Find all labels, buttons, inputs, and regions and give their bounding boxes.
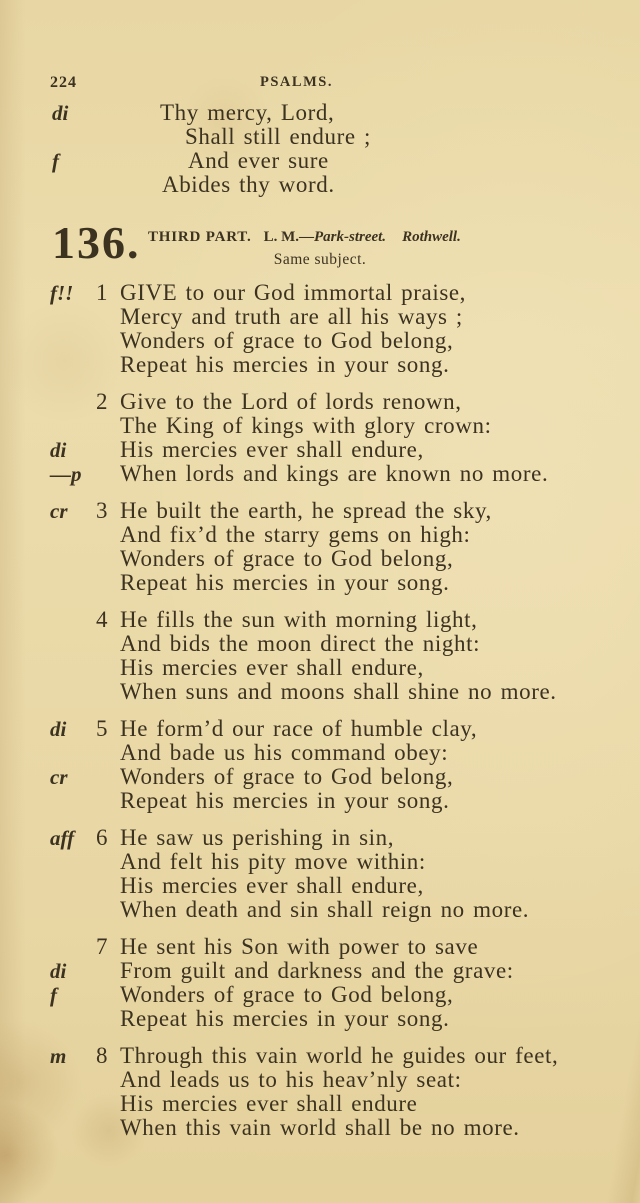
verse-line-text: When suns and moons shall shine no more. bbox=[120, 679, 557, 704]
verse-line bbox=[0, 1092, 640, 1116]
verse-number bbox=[96, 983, 120, 1007]
verse-line bbox=[0, 959, 640, 983]
verse-line-text: Mercy and truth are all his ways ; bbox=[120, 304, 463, 329]
dynamic-mark bbox=[50, 632, 96, 656]
verse-number bbox=[96, 789, 120, 813]
verse-line-text: And bids the moon direct the night: bbox=[120, 631, 481, 656]
verse-line-text: His mercies ever shall endure, bbox=[120, 873, 424, 898]
dynamic-mark bbox=[50, 850, 96, 874]
verse-number bbox=[96, 959, 120, 983]
verse-line bbox=[0, 717, 640, 741]
dynamic-mark bbox=[50, 656, 96, 680]
dynamic-mark bbox=[50, 571, 96, 595]
verse-line-text: Repeat his mercies in your song. bbox=[120, 788, 450, 813]
dynamic-mark bbox=[50, 898, 96, 922]
verse-line bbox=[0, 1116, 640, 1140]
dynamic-mark: di bbox=[50, 717, 67, 741]
verse-line-text: He sent his Son with power to save bbox=[120, 934, 479, 959]
verse-number bbox=[96, 632, 120, 656]
verse-line-text: From guilt and darkness and the grave: bbox=[120, 958, 514, 983]
verse-line-text: His mercies ever shall endure bbox=[120, 1091, 418, 1116]
dynamic-mark bbox=[50, 547, 96, 571]
dynamic-mark: di bbox=[52, 101, 69, 125]
verse-number bbox=[96, 414, 120, 438]
verse-line-text: He fills the sun with morning light, bbox=[120, 607, 478, 632]
verse bbox=[0, 717, 640, 813]
verse-number bbox=[96, 353, 120, 377]
dynamic-mark: aff bbox=[50, 826, 75, 850]
stanza-line-text: And ever sure bbox=[188, 148, 329, 173]
verse-number bbox=[96, 765, 120, 789]
verse-line bbox=[0, 935, 640, 959]
verse-line bbox=[0, 983, 640, 1007]
verse-line-text: And felt his pity move within: bbox=[120, 849, 426, 874]
verse-line-text: His mercies ever shall endure, bbox=[120, 437, 424, 462]
verse-number bbox=[96, 1068, 120, 1092]
verse-number bbox=[96, 850, 120, 874]
verse bbox=[0, 1044, 640, 1140]
verse bbox=[0, 499, 640, 595]
verse-number bbox=[96, 1092, 120, 1116]
verse-line-text: Through this vain world he guides our feet, bbox=[120, 1043, 559, 1068]
verse-line bbox=[0, 680, 640, 704]
verse-line-text: When death and sin shall reign no more. bbox=[120, 897, 530, 922]
dynamic-mark: f bbox=[52, 149, 59, 173]
dynamic-mark: —p bbox=[50, 462, 82, 486]
hymn-heading bbox=[148, 229, 461, 246]
verse-line bbox=[0, 789, 640, 813]
dynamic-mark bbox=[50, 935, 96, 959]
dynamic-mark: f!! bbox=[50, 281, 74, 305]
hymn-subtitle: Same subject. bbox=[273, 251, 367, 268]
verse-line-text: Wonders of grace to God belong, bbox=[120, 982, 454, 1007]
verse-line-text: Give to the Lord of lords renown, bbox=[120, 389, 462, 414]
verse bbox=[0, 826, 640, 922]
verse-number bbox=[96, 571, 120, 595]
verse-line bbox=[0, 741, 640, 765]
verse bbox=[0, 935, 640, 1031]
hymn-composer: Rothwell. bbox=[402, 229, 461, 245]
verse-line-text: And bade us his command obey: bbox=[120, 740, 449, 765]
dynamic-mark: cr bbox=[50, 499, 68, 523]
verse-line bbox=[0, 390, 640, 414]
verse-line-text: And leads us to his heav’nly seat: bbox=[120, 1067, 462, 1092]
dynamic-mark bbox=[50, 789, 96, 813]
verse-number bbox=[96, 547, 120, 571]
verse-number: 2 bbox=[96, 389, 109, 414]
hymn-verses bbox=[0, 281, 640, 1153]
verse-number: 6 bbox=[96, 825, 109, 850]
verse-line bbox=[0, 1007, 640, 1031]
verse-number bbox=[96, 438, 120, 462]
verse-line bbox=[0, 438, 640, 462]
verse-number bbox=[96, 680, 120, 704]
verse-number: 1 bbox=[96, 280, 109, 305]
verse-number: 4 bbox=[96, 607, 109, 632]
dynamic-mark bbox=[50, 305, 96, 329]
dynamic-mark bbox=[50, 1007, 96, 1031]
stanza-line bbox=[0, 101, 640, 125]
dynamic-mark: f bbox=[50, 983, 57, 1007]
previous-hymn-closing-stanza bbox=[0, 101, 640, 197]
verse-line-text: Repeat his mercies in your song. bbox=[120, 1006, 450, 1031]
verse-line bbox=[0, 656, 640, 680]
verse-line-text: When this vain world shall be no more. bbox=[120, 1115, 520, 1140]
stanza-line bbox=[0, 173, 640, 197]
verse-line bbox=[0, 571, 640, 595]
verse-line-text: GIVE to our God immortal praise, bbox=[120, 280, 467, 305]
verse-line bbox=[0, 523, 640, 547]
running-head-row bbox=[0, 74, 640, 92]
stanza-line-text: Abides thy word. bbox=[162, 172, 335, 197]
verse-line bbox=[0, 874, 640, 898]
dynamic-mark bbox=[50, 353, 96, 377]
hymn-part-label: THIRD PART. bbox=[148, 229, 252, 245]
verse-line-text: When lords and kings are known no more. bbox=[120, 461, 549, 486]
verse-number: 5 bbox=[96, 716, 109, 741]
verse-number: 7 bbox=[96, 934, 109, 959]
hymn-tune-name: Park-street. bbox=[313, 229, 387, 245]
verse-number bbox=[96, 305, 120, 329]
verse-number bbox=[96, 656, 120, 680]
verse-line bbox=[0, 547, 640, 571]
dynamic-mark bbox=[50, 1116, 96, 1140]
verse-line bbox=[0, 305, 640, 329]
verse bbox=[0, 608, 640, 704]
dynamic-mark bbox=[50, 390, 96, 414]
verse-number bbox=[96, 462, 120, 486]
verse-line-text: And fix’d the starry gems on high: bbox=[120, 522, 471, 547]
verse-line bbox=[0, 608, 640, 632]
verse-number bbox=[96, 898, 120, 922]
verse-line bbox=[0, 499, 640, 523]
verse-line bbox=[0, 850, 640, 874]
dynamic-mark: m bbox=[50, 1044, 67, 1068]
verse-line bbox=[0, 353, 640, 377]
verse-line bbox=[0, 414, 640, 438]
verse-line-text: Wonders of grace to God belong, bbox=[120, 764, 454, 789]
verse-line bbox=[0, 765, 640, 789]
verse-line bbox=[0, 898, 640, 922]
dynamic-mark bbox=[50, 414, 96, 438]
verse-line bbox=[0, 632, 640, 656]
dynamic-mark: cr bbox=[50, 765, 68, 789]
dynamic-mark bbox=[50, 1068, 96, 1092]
verse-line bbox=[0, 462, 640, 486]
dynamic-mark bbox=[50, 1092, 96, 1116]
verse-line-text: He form’d our race of humble clay, bbox=[120, 716, 478, 741]
stanza-line bbox=[0, 125, 640, 149]
verse-number bbox=[96, 874, 120, 898]
verse-line-text: Repeat his mercies in your song. bbox=[120, 570, 450, 595]
stanza-line-text: Thy mercy, Lord, bbox=[160, 100, 335, 125]
verse-line-text: His mercies ever shall endure, bbox=[120, 655, 424, 680]
verse-line-text: Wonders of grace to God belong, bbox=[120, 546, 454, 571]
dynamic-mark bbox=[50, 680, 96, 704]
verse-line-text: Repeat his mercies in your song. bbox=[120, 352, 450, 377]
dynamic-mark: di bbox=[50, 959, 67, 983]
verse bbox=[0, 390, 640, 486]
verse bbox=[0, 281, 640, 377]
verse-number bbox=[96, 523, 120, 547]
verse-number: 3 bbox=[96, 498, 109, 523]
verse-line bbox=[0, 281, 640, 305]
dynamic-mark: di bbox=[50, 438, 67, 462]
dynamic-mark bbox=[50, 608, 96, 632]
verse-number bbox=[96, 741, 120, 765]
dynamic-mark bbox=[50, 741, 96, 765]
stanza-line bbox=[0, 149, 640, 173]
verse-line-text: Wonders of grace to God belong, bbox=[120, 328, 454, 353]
hymn-meter: L. M.— bbox=[263, 229, 314, 245]
running-head: PSALMS. bbox=[260, 74, 333, 90]
verse-line bbox=[0, 329, 640, 353]
hymn-number: 136. bbox=[52, 217, 141, 268]
verse-number bbox=[96, 1007, 120, 1031]
verse-line bbox=[0, 1068, 640, 1092]
page-number: 224 bbox=[50, 74, 77, 91]
dynamic-mark bbox=[50, 329, 96, 353]
verse-number: 8 bbox=[96, 1043, 109, 1068]
verse-line-text: He built the earth, he spread the sky, bbox=[120, 498, 492, 523]
verse-line bbox=[0, 1044, 640, 1068]
verse-number bbox=[96, 329, 120, 353]
stanza-line-text: Shall still endure ; bbox=[185, 124, 372, 149]
verse-number bbox=[96, 1116, 120, 1140]
verse-line-text: The King of kings with glory crown: bbox=[120, 413, 492, 438]
dynamic-mark bbox=[50, 523, 96, 547]
dynamic-mark bbox=[50, 874, 96, 898]
verse-line-text: He saw us perishing in sin, bbox=[120, 825, 395, 850]
verse-line bbox=[0, 826, 640, 850]
